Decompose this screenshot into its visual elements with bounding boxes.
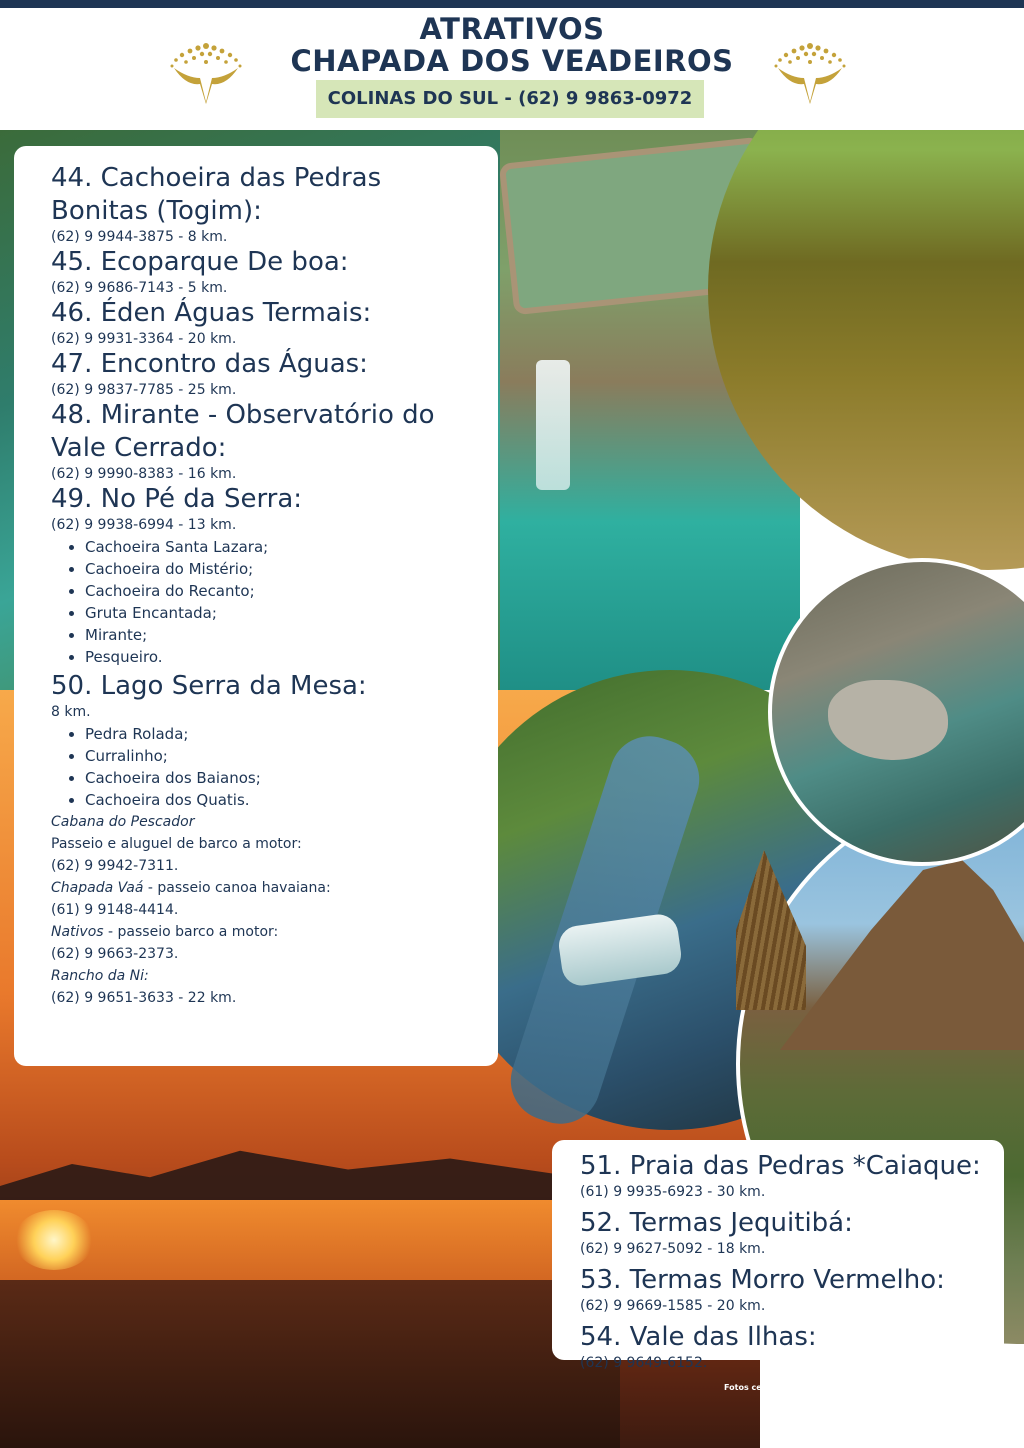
vaa-phone: (61) 9 9148-4414. <box>51 902 179 918</box>
title-line-2: CHAPADA DOS VEADEIROS <box>290 44 734 78</box>
item-54-title: 54. Vale das Ilhas: <box>580 1322 817 1352</box>
vaa-line <box>51 879 491 897</box>
top-bar <box>0 0 1024 8</box>
item-53-info: (62) 9 9669-1585 - 20 km. <box>580 1298 766 1314</box>
item-49-list <box>51 536 491 668</box>
rancho-name: Rancho da Ni: <box>51 968 149 984</box>
list-item: • Mirante; <box>85 624 491 646</box>
item-48-title-line-1: 48. Mirante - Observatório do <box>51 400 435 430</box>
item-50-list <box>51 723 491 811</box>
item-52-info: (62) 9 9627-5092 - 18 km. <box>580 1241 766 1257</box>
list-item: • Curralinho; <box>85 745 491 767</box>
list-item: • Pedra Rolada; <box>85 723 491 745</box>
vaa-name: Chapada Vaá <box>51 880 144 896</box>
title-line-1: ATRATIVOS <box>419 12 605 46</box>
cabana-name: Cabana do Pescador <box>51 814 195 830</box>
item-49-title: 49. No Pé da Serra: <box>51 484 303 514</box>
item-51-info: (61) 9 9935-6923 - 30 km. <box>580 1184 766 1200</box>
waterfall <box>536 360 570 490</box>
item-50-title: 50. Lago Serra da Mesa: <box>51 671 367 701</box>
item-53-title: 53. Termas Morro Vermelho: <box>580 1265 945 1295</box>
attractions-card-main <box>14 146 498 1066</box>
cabana-desc: Passeio e aluguel de barco a motor: <box>51 836 302 852</box>
vaa-desc: - passeio canoa havaiana: <box>143 880 331 896</box>
cabana-phone: (62) 9 9942-7311. <box>51 858 179 874</box>
item-44-title-line-2: Bonitas (Togim): <box>51 196 262 226</box>
item-48-info: (62) 9 9990-8383 - 16 km. <box>51 466 237 482</box>
item-48-title-line-2: Vale Cerrado: <box>51 433 227 463</box>
item-44-title-line-1: 44. Cachoeira das Pedras <box>51 163 382 193</box>
list-item: • Cachoeira do Mistério; <box>85 558 491 580</box>
subtitle-badge: COLINAS DO SUL - (62) 9 9863-0972 <box>316 80 704 118</box>
item-50-info: 8 km. <box>51 704 91 720</box>
item-47-title: 47. Encontro das Águas: <box>51 349 368 379</box>
list-item: • Cachoeira do Recanto; <box>85 580 491 602</box>
list-item: • Pesqueiro. <box>85 646 491 668</box>
nativos-desc: - passeio barco a motor: <box>103 924 279 940</box>
attractions-card-bottom <box>552 1140 1004 1371</box>
item-49-info: (62) 9 9938-6994 - 13 km. <box>51 517 237 533</box>
sunset-ground <box>0 1280 620 1448</box>
list-item: • Gruta Encantada; <box>85 602 491 624</box>
header <box>0 8 1024 130</box>
photo-credit: Fotos cedidas por Leo Mohamed e Sectur do município <box>724 1383 971 1392</box>
list-item: • Cachoeira dos Quatis. <box>85 789 491 811</box>
item-51-title: 51. Praia das Pedras *Caiaque: <box>580 1151 981 1181</box>
item-46-title: 46. Éden Águas Termais: <box>51 298 372 328</box>
rancho-phone: (62) 9 9651-3633 - 22 km. <box>51 990 237 1006</box>
sun-reflection <box>14 1210 94 1270</box>
item-44-info: (62) 9 9944-3875 - 8 km. <box>51 229 228 245</box>
nativos-phone: (62) 9 9663-2373. <box>51 946 179 962</box>
tree-logo-icon <box>770 38 850 106</box>
list-item: • Cachoeira Santa Lazara; <box>85 536 491 558</box>
nativos-name: Nativos <box>51 924 104 940</box>
item-45-title: 45. Ecoparque De boa: <box>51 247 349 277</box>
list-item: • Cachoeira dos Baianos; <box>85 767 491 789</box>
item-54-info: (62) 9 9649-6152. <box>580 1355 708 1371</box>
item-46-info: (62) 9 9931-3364 - 20 km. <box>51 331 237 347</box>
item-52-title: 52. Termas Jequitibá: <box>580 1208 853 1238</box>
nativos-line <box>51 923 491 941</box>
item-45-info: (62) 9 9686-7143 - 5 km. <box>51 280 228 296</box>
item-47-info: (62) 9 9837-7785 - 25 km. <box>51 382 237 398</box>
